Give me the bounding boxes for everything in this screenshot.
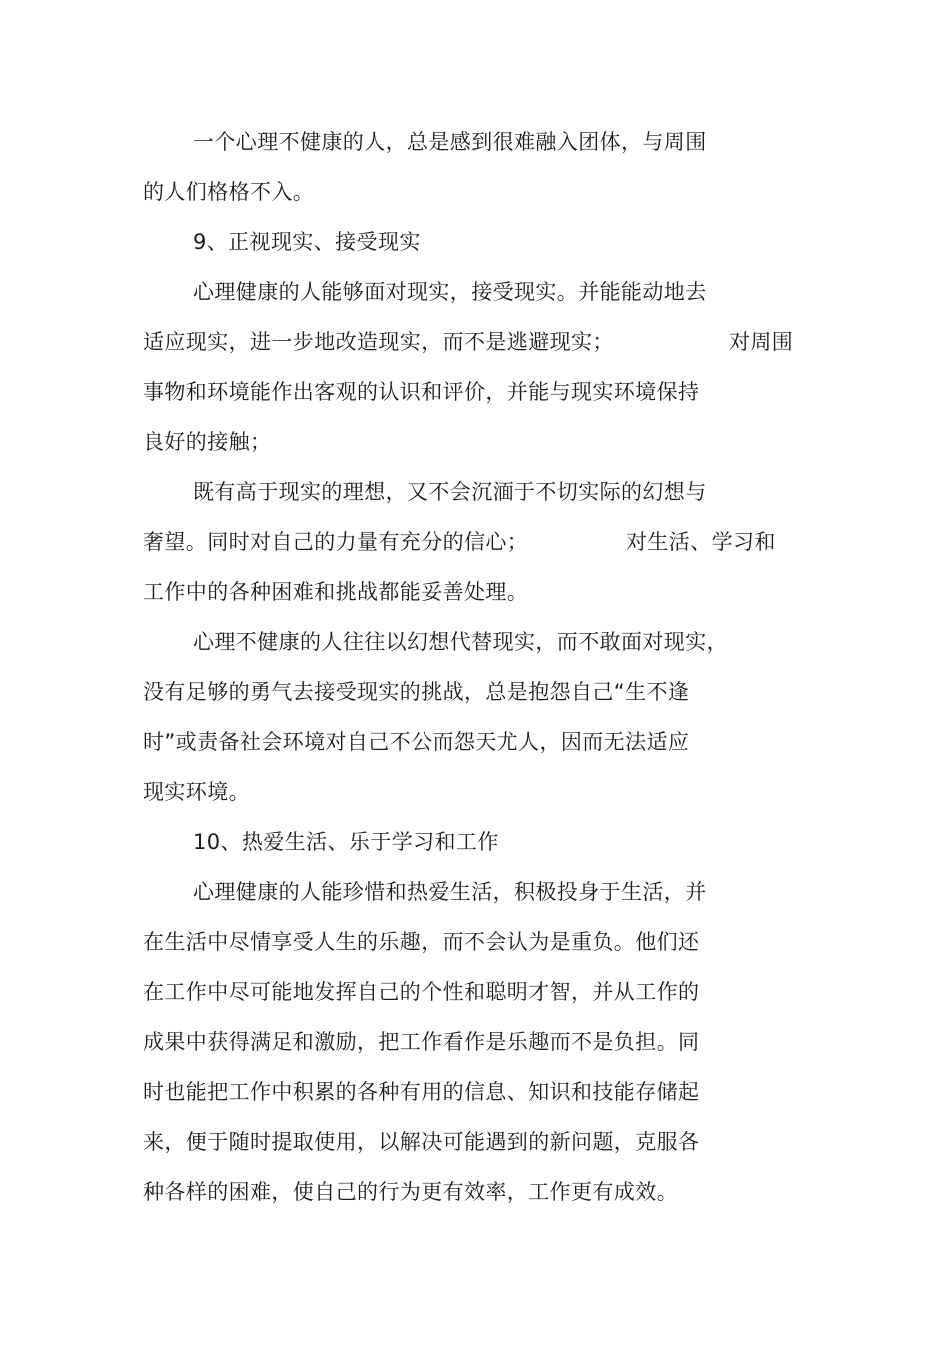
text-line: 对生活、学习和	[626, 530, 776, 554]
text-line: 没有足够的勇气去接受现实的挑战，总是抱怨自己“生不逢	[143, 680, 690, 704]
text-line: 对周围	[729, 330, 794, 354]
text-line: 来，便于随时提取使用，以解决可能遇到的新问题，克服各	[143, 1130, 700, 1154]
text-line: 心理健康的人能珍惜和热爱生活，积极投身于生活，并	[193, 880, 707, 904]
text-line: 良好的接触；	[143, 430, 272, 454]
text-line: 种各样的困难，使自己的行为更有效率，工作更有成效。	[143, 1180, 678, 1204]
text-line: 工作中的各种困难和挑战都能妥善处理。	[143, 580, 529, 604]
text-line: 在工作中尽可能地发挥自己的个性和聪明才智，并从工作的	[143, 980, 700, 1004]
text-line: 成果中获得满足和激励，把工作看作是乐趣而不是负担。同	[143, 1030, 700, 1054]
text-line: 现实环境。	[143, 780, 250, 804]
section-heading: 9、正视现实、接受现实	[193, 230, 421, 254]
text-line: 既有高于现实的理想，又不会沉湎于不切实际的幻想与	[193, 480, 707, 504]
text-line: 在生活中尽情享受人生的乐趣，而不会认为是重负。他们还	[143, 930, 700, 954]
text-line: 一个心理不健康的人，总是感到很难融入团体，与周围	[193, 130, 707, 154]
text-line: 时”或责备社会环境对自己不公而怨天尤人，因而无法适应	[143, 730, 690, 754]
text-line: 心理健康的人能够面对现实，接受现实。并能能动地去	[193, 280, 707, 304]
text-line: 奢望。同时对自己的力量有充分的信心；	[143, 530, 529, 554]
text-line: 的人们格格不入。	[143, 180, 315, 204]
text-line: 事物和环境能作出客观的认识和评价，并能与现实环境保持	[143, 380, 700, 404]
section-heading: 10、热爱生活、乐于学习和工作	[193, 830, 499, 854]
text-line: 适应现实，进一步地改造现实，而不是逃避现实；	[143, 330, 614, 354]
text-line: 心理不健康的人往往以幻想代替现实，而不敢面对现实，	[193, 630, 728, 654]
text-line: 时也能把工作中积累的各种有用的信息、知识和技能存储起	[143, 1080, 700, 1104]
